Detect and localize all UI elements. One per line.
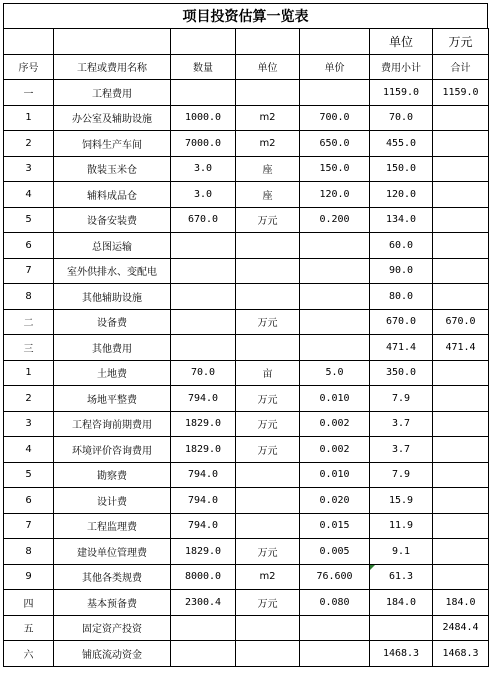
- quantity: 3.0: [171, 156, 236, 182]
- unit-price: [300, 641, 370, 667]
- col-header: 序号: [4, 54, 54, 80]
- subtotal: 80.0: [370, 284, 433, 310]
- unit-price: [300, 284, 370, 310]
- total: [433, 488, 489, 514]
- row-number: 3: [4, 156, 54, 182]
- item-name: 辅料成品仓: [54, 182, 171, 208]
- row-number: 六: [4, 641, 54, 667]
- subtotal: 120.0: [370, 182, 433, 208]
- col-header: 数量: [171, 54, 236, 80]
- total: [433, 437, 489, 463]
- subtotal: 1468.3: [370, 641, 433, 667]
- quantity: [171, 233, 236, 259]
- subtotal: 15.9: [370, 488, 433, 514]
- table-row: [4, 335, 489, 361]
- unit-price: 650.0: [300, 131, 370, 157]
- quantity: [171, 80, 236, 106]
- total: 1468.3: [433, 641, 489, 667]
- row-number: 6: [4, 233, 54, 259]
- subtotal: 184.0: [370, 590, 433, 616]
- unit-price: 0.020: [300, 488, 370, 514]
- unit-value: 万元: [433, 29, 489, 55]
- unit: 万元: [236, 437, 300, 463]
- unit-price: [300, 309, 370, 335]
- row-number: 2: [4, 386, 54, 412]
- col-header: 工程或费用名称: [54, 54, 171, 80]
- total: [433, 233, 489, 259]
- total: 670.0: [433, 309, 489, 335]
- unit: [236, 462, 300, 488]
- row-number: 三: [4, 335, 54, 361]
- total: [433, 564, 489, 590]
- total: [433, 513, 489, 539]
- table-row: [4, 488, 489, 514]
- table-row: [4, 182, 489, 208]
- table-row: [4, 360, 489, 386]
- row-number: 8: [4, 539, 54, 565]
- quantity: 7000.0: [171, 131, 236, 157]
- unit: 万元: [236, 411, 300, 437]
- quantity: 2300.4: [171, 590, 236, 616]
- subtotal: 70.0: [370, 105, 433, 131]
- unit-price: 0.002: [300, 411, 370, 437]
- quantity: 70.0: [171, 360, 236, 386]
- item-name: 基本预备费: [54, 590, 171, 616]
- item-name: 设计费: [54, 488, 171, 514]
- total: [433, 207, 489, 233]
- subtotal: 134.0: [370, 207, 433, 233]
- item-name: 办公室及辅助设施: [54, 105, 171, 131]
- unit: [236, 258, 300, 284]
- table-row: [4, 233, 489, 259]
- row-number: 9: [4, 564, 54, 590]
- unit: m2: [236, 131, 300, 157]
- unit: 万元: [236, 590, 300, 616]
- subtotal: 60.0: [370, 233, 433, 259]
- unit: [236, 641, 300, 667]
- row-number: 五: [4, 615, 54, 641]
- total: [433, 258, 489, 284]
- row-number: 一: [4, 80, 54, 106]
- quantity: [171, 284, 236, 310]
- subtotal: 471.4: [370, 335, 433, 361]
- item-name: 饲料生产车间: [54, 131, 171, 157]
- item-name: 勘察费: [54, 462, 171, 488]
- row-number: 4: [4, 182, 54, 208]
- table-row: [4, 513, 489, 539]
- total: [433, 462, 489, 488]
- table-row: [4, 156, 489, 182]
- table-row: [4, 309, 489, 335]
- row-number: 四: [4, 590, 54, 616]
- row-number: 5: [4, 462, 54, 488]
- unit-price: [300, 258, 370, 284]
- unit: [236, 80, 300, 106]
- subtotal: 3.7: [370, 411, 433, 437]
- item-name: 环境评价咨询费用: [54, 437, 171, 463]
- col-header: 单位: [236, 54, 300, 80]
- item-name: 固定资产投资: [54, 615, 171, 641]
- row-number: 4: [4, 437, 54, 463]
- quantity: 8000.0: [171, 564, 236, 590]
- subtotal: 350.0: [370, 360, 433, 386]
- quantity: 794.0: [171, 386, 236, 412]
- subtotal: 455.0: [370, 131, 433, 157]
- col-header: 费用小计: [370, 54, 433, 80]
- unit-label: 单位: [370, 29, 433, 55]
- table-row: [4, 462, 489, 488]
- table-row: [4, 105, 489, 131]
- item-name: 工程费用: [54, 80, 171, 106]
- total: 471.4: [433, 335, 489, 361]
- subtotal: 7.9: [370, 386, 433, 412]
- row-number: 7: [4, 513, 54, 539]
- col-header: 合计: [433, 54, 489, 80]
- unit: [236, 335, 300, 361]
- unit: m2: [236, 564, 300, 590]
- unit: [236, 488, 300, 514]
- sheet-title: 项目投资估算一览表: [3, 3, 488, 29]
- quantity: [171, 309, 236, 335]
- estimate-table: [3, 28, 489, 667]
- unit-row: [4, 29, 489, 55]
- item-name: 其他费用: [54, 335, 171, 361]
- unit-price: 0.002: [300, 437, 370, 463]
- quantity: [171, 335, 236, 361]
- total: [433, 386, 489, 412]
- quantity: 1000.0: [171, 105, 236, 131]
- table-row: [4, 131, 489, 157]
- unit: [236, 513, 300, 539]
- unit: [236, 284, 300, 310]
- unit-price: [300, 80, 370, 106]
- header-row: [4, 54, 489, 80]
- subtotal: 9.1: [370, 539, 433, 565]
- table-row: [4, 615, 489, 641]
- table-row: [4, 80, 489, 106]
- unit-price: 0.010: [300, 462, 370, 488]
- quantity: 1829.0: [171, 411, 236, 437]
- item-name: 铺底流动资金: [54, 641, 171, 667]
- unit: 万元: [236, 539, 300, 565]
- unit-price: [300, 233, 370, 259]
- item-name: 工程监理费: [54, 513, 171, 539]
- subtotal: 1159.0: [370, 80, 433, 106]
- table-row: [4, 284, 489, 310]
- unit: [236, 233, 300, 259]
- unit: m2: [236, 105, 300, 131]
- subtotal: 7.9: [370, 462, 433, 488]
- unit-price: 0.015: [300, 513, 370, 539]
- item-name: 场地平整费: [54, 386, 171, 412]
- unit-price: 76.600: [300, 564, 370, 590]
- total: 1159.0: [433, 80, 489, 106]
- quantity: 670.0: [171, 207, 236, 233]
- quantity: 794.0: [171, 488, 236, 514]
- total: [433, 131, 489, 157]
- quantity: 3.0: [171, 182, 236, 208]
- item-name: 散装玉米仓: [54, 156, 171, 182]
- item-name: 室外供排水、变配电: [54, 258, 171, 284]
- quantity: [171, 258, 236, 284]
- subtotal: [370, 615, 433, 641]
- unit-price: 5.0: [300, 360, 370, 386]
- table-row: [4, 258, 489, 284]
- unit-price: 700.0: [300, 105, 370, 131]
- unit-price: 0.080: [300, 590, 370, 616]
- total: 2484.4: [433, 615, 489, 641]
- unit-price: 0.200: [300, 207, 370, 233]
- row-number: 5: [4, 207, 54, 233]
- unit: [236, 615, 300, 641]
- row-number: 1: [4, 360, 54, 386]
- row-number: 1: [4, 105, 54, 131]
- total: [433, 182, 489, 208]
- quantity: 1829.0: [171, 539, 236, 565]
- unit-price: 120.0: [300, 182, 370, 208]
- unit-price: 0.005: [300, 539, 370, 565]
- table-row: [4, 207, 489, 233]
- total: [433, 105, 489, 131]
- row-number: 7: [4, 258, 54, 284]
- item-name: 土地费: [54, 360, 171, 386]
- subtotal: 11.9: [370, 513, 433, 539]
- item-name: 其他各类规费: [54, 564, 171, 590]
- unit: 亩: [236, 360, 300, 386]
- unit-price: 150.0: [300, 156, 370, 182]
- item-name: 工程咨询前期费用: [54, 411, 171, 437]
- total: [433, 539, 489, 565]
- quantity: 794.0: [171, 462, 236, 488]
- quantity: 794.0: [171, 513, 236, 539]
- table-row: [4, 590, 489, 616]
- subtotal: 150.0: [370, 156, 433, 182]
- table-row: [4, 564, 489, 590]
- table-row: [4, 437, 489, 463]
- unit: 万元: [236, 309, 300, 335]
- subtotal: 670.0: [370, 309, 433, 335]
- quantity: 1829.0: [171, 437, 236, 463]
- row-number: 8: [4, 284, 54, 310]
- row-number: 3: [4, 411, 54, 437]
- unit-price: 0.010: [300, 386, 370, 412]
- quantity: [171, 641, 236, 667]
- item-name: 设备安装费: [54, 207, 171, 233]
- total: [433, 411, 489, 437]
- item-name: 其他辅助设施: [54, 284, 171, 310]
- total: [433, 284, 489, 310]
- unit: 座: [236, 156, 300, 182]
- unit: 万元: [236, 386, 300, 412]
- quantity: [171, 615, 236, 641]
- total: [433, 360, 489, 386]
- table-row: [4, 411, 489, 437]
- table-row: [4, 539, 489, 565]
- unit-price: [300, 335, 370, 361]
- row-number: 2: [4, 131, 54, 157]
- unit-price: [300, 615, 370, 641]
- total: 184.0: [433, 590, 489, 616]
- item-name: 建设单位管理费: [54, 539, 171, 565]
- unit: 座: [236, 182, 300, 208]
- subtotal: 3.7: [370, 437, 433, 463]
- row-number: 6: [4, 488, 54, 514]
- item-name: 设备费: [54, 309, 171, 335]
- total: [433, 156, 489, 182]
- table-row: [4, 386, 489, 412]
- unit: 万元: [236, 207, 300, 233]
- subtotal: 61.3: [370, 564, 433, 590]
- table-row: [4, 641, 489, 667]
- row-number: 二: [4, 309, 54, 335]
- col-header: 单价: [300, 54, 370, 80]
- item-name: 总图运输: [54, 233, 171, 259]
- subtotal: 90.0: [370, 258, 433, 284]
